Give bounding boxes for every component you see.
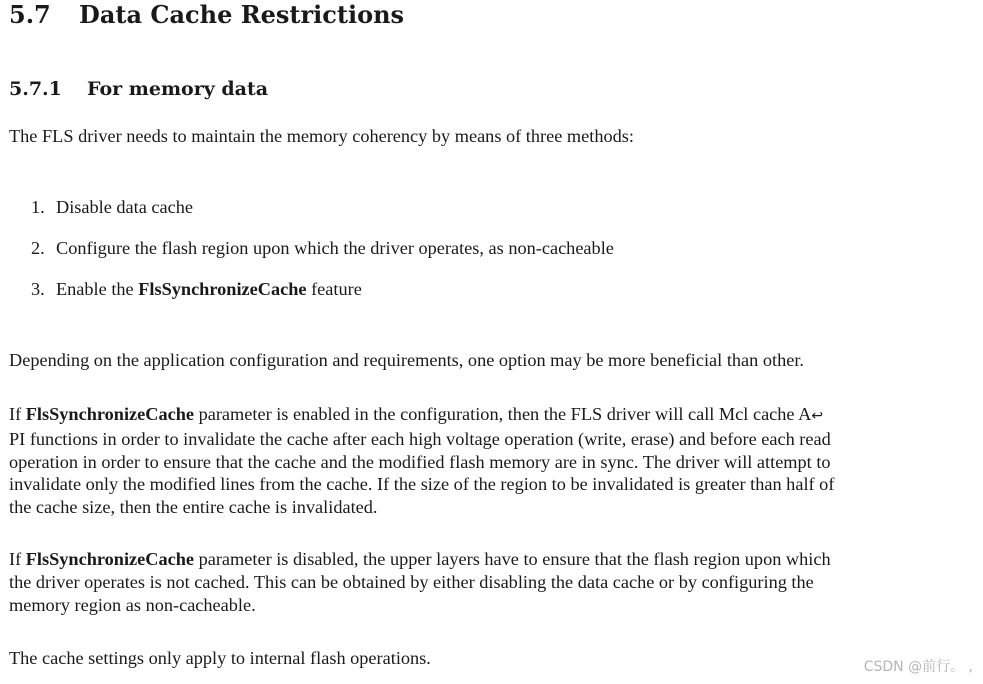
list-item-3 [31,278,362,300]
subsection-heading [9,76,268,102]
list-text-suffix: feature [306,279,362,299]
csdn-watermark: CSDN @前行。 , [863,659,973,675]
list-text: Configure the flash region upon which the driver operates, as non-cacheable [56,238,614,258]
line-continuation-icon: ↩ [811,408,824,424]
paragraph-line: memory region as non-cacheable. [9,594,256,615]
section-number: 5.7 [9,0,51,29]
paragraph-line: If FlsSynchronizeCache parameter is enabled in the configuration, then the FLS driver will call Mcl cache A↩ [9,404,824,424]
list-text: Disable data cache [56,197,194,217]
paragraph-line: operation in order to ensure that the cache and the modified flash memory are in sync. The driver will attempt to [9,451,831,472]
section-title: Data Cache Restrictions [79,0,405,29]
keyword-flssynchronizecache: FlsSynchronizeCache [25,404,195,424]
list-number: 1. [31,197,45,217]
paragraph-depending: Depending on the application configuration and requirements, one option may be more beneficial than other. [9,350,804,370]
list-item-1 [31,196,193,218]
keyword-flssynchronizecache: FlsSynchronizeCache [25,549,195,569]
list-number: 3. [31,279,45,299]
list-item-2 [31,237,614,259]
paragraph-line: the driver operates is not cached. This can be obtained by either disabling the data cache or by configuring the [9,571,814,592]
paragraph-line: invalidate only the modified lines from the cache. If the size of the region to be invalidated is greater than half of [9,474,835,495]
list-keyword: FlsSynchronizeCache [138,279,307,299]
paragraph-cache-enabled [9,403,969,519]
section-heading [9,0,404,30]
subsection-number: 5.7.1 [9,78,62,100]
list-text-prefix: Enable the [56,279,139,299]
list-number: 2. [31,238,45,258]
paragraph-cache-disabled [9,548,969,616]
paragraph-cache-settings: The cache settings only apply to internal flash operations. [9,648,431,668]
paragraph-line: PI functions in order to invalidate the cache after each high voltage operation (write, erase) and before each read [9,428,831,449]
intro-paragraph: The FLS driver needs to maintain the memory coherency by means of three methods: [9,126,634,146]
paragraph-line: the cache size, then the entire cache is invalidated. [9,497,378,518]
subsection-title: For memory data [87,78,269,100]
paragraph-line: If FlsSynchronizeCache parameter is disabled, the upper layers have to ensure that the flash region upon which [9,549,831,569]
